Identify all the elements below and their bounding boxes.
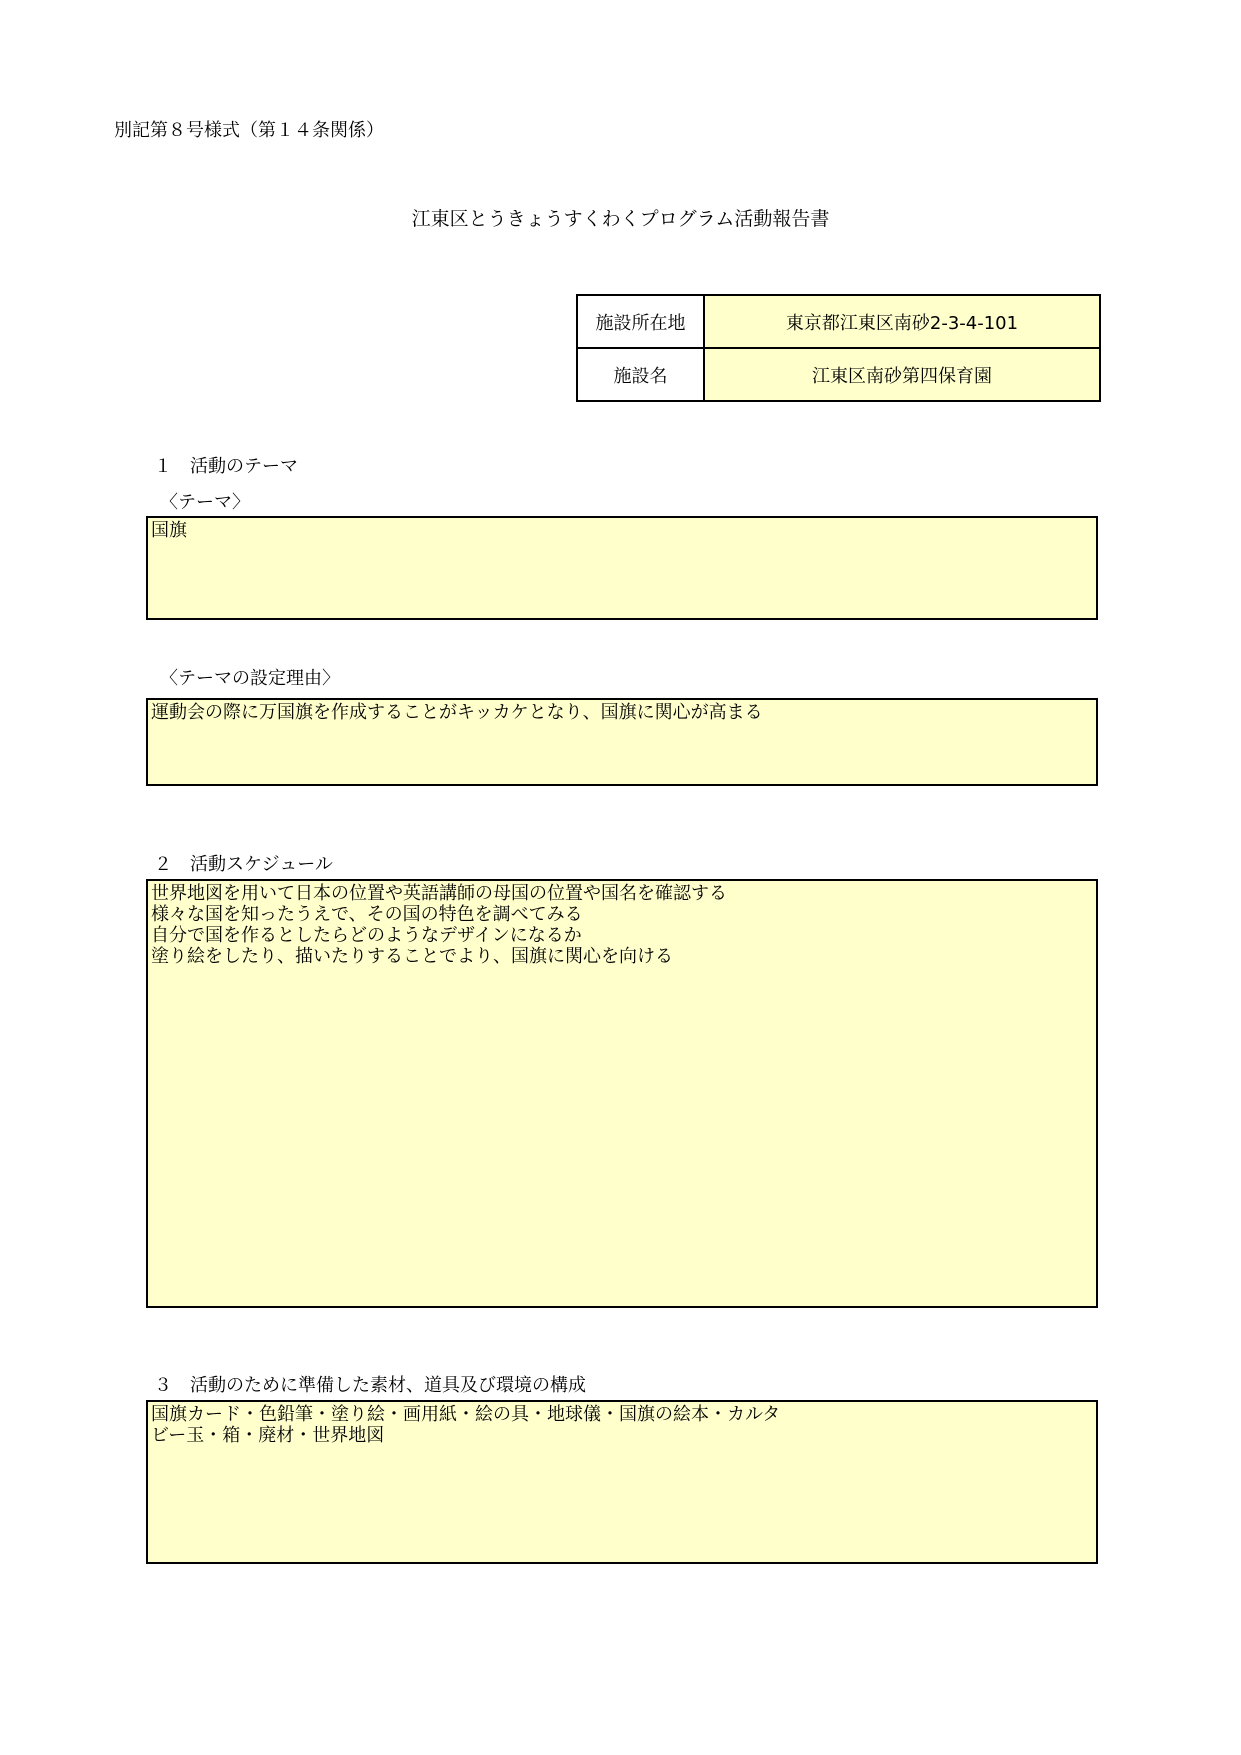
facility-address-row: [577, 295, 1100, 348]
section3-heading: ３ 活動のために準備した素材、道具及び環境の構成: [154, 1375, 586, 1396]
section1-heading: １ 活動のテーマ: [154, 456, 298, 477]
materials-field[interactable]: [146, 1400, 1098, 1564]
facility-name-label: 施設名: [577, 348, 704, 401]
theme-value: 国旗: [151, 520, 187, 541]
reason-value: 運動会の際に万国旗を作成することがキッカケとなり、国旗に関心が高まる: [151, 702, 763, 723]
reason-field[interactable]: [146, 698, 1098, 786]
schedule-field[interactable]: [146, 879, 1098, 1308]
form-number: 別記第８号様式（第１４条関係）: [114, 120, 384, 141]
facility-name-value[interactable]: 江東区南砂第四保育園: [704, 348, 1100, 401]
reason-label: 〈テーマの設定理由〉: [160, 668, 340, 689]
theme-label: 〈テーマ〉: [160, 492, 250, 513]
schedule-line: 世界地図を用いて日本の位置や英語講師の母国の位置や国名を確認する: [151, 883, 727, 904]
materials-line: 国旗カード・色鉛筆・塗り絵・画用紙・絵の具・地球儀・国旗の絵本・カルタ: [151, 1404, 781, 1425]
facility-address-value[interactable]: 東京都江東区南砂2-3-4-101: [704, 295, 1100, 348]
facility-info-table: [576, 294, 1101, 402]
section2-heading: ２ 活動スケジュール: [154, 854, 333, 875]
document-title: 江東区とうきょうすくわくプログラム活動報告書: [411, 208, 830, 230]
schedule-line: 塗り絵をしたり、描いたりすることでより、国旗に関心を向ける: [151, 946, 673, 967]
materials-line: ビー玉・箱・廃材・世界地図: [151, 1425, 385, 1446]
facility-name-row: [577, 348, 1100, 401]
schedule-line: 様々な国を知ったうえで、その国の特色を調べてみる: [151, 904, 583, 925]
theme-field[interactable]: [146, 516, 1098, 620]
schedule-line: 自分で国を作るとしたらどのようなデザインになるか: [151, 925, 582, 946]
facility-address-label: 施設所在地: [577, 295, 704, 348]
